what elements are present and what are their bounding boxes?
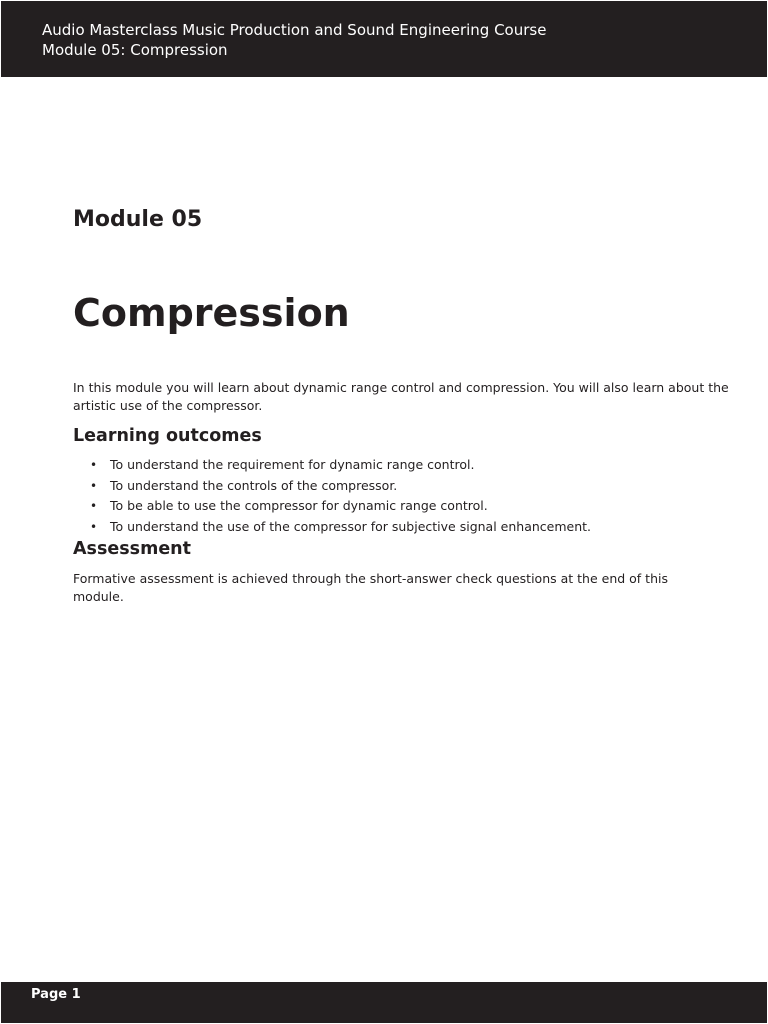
bullet-icon: •	[90, 520, 98, 535]
list-item	[90, 496, 750, 517]
assessment-paragraph: Formative assessment is achieved through the short-answer check questions at the end of this module.	[73, 571, 668, 604]
bullet-icon: •	[90, 499, 98, 514]
learning-outcomes-heading: Learning outcomes	[73, 426, 262, 446]
module-subtitle: Module 05: Compression	[42, 41, 228, 59]
list-item-text: To understand the requirement for dynamic range control.	[110, 457, 475, 472]
list-item-text: To understand the use of the compressor for subjective signal enhancement.	[110, 519, 592, 535]
list-item-text: To be able to use the compressor for dynamic range control.	[110, 498, 488, 514]
bullet-icon: •	[90, 458, 98, 472]
header-bar	[1, 1, 767, 77]
list-item-text: To understand the controls of the compressor.	[110, 477, 398, 493]
list-item	[90, 517, 750, 538]
page-number: Page 1	[31, 987, 81, 1002]
intro-paragraph: In this module you will learn about dynamic range control and compression. You will also learn about the artistic use of the compressor.	[73, 380, 729, 413]
footer-bar	[1, 982, 767, 1023]
list-item	[90, 476, 750, 497]
module-label: Module 05	[73, 207, 203, 232]
page-title: Compression	[73, 291, 350, 335]
assessment-heading: Assessment	[73, 539, 192, 559]
learning-outcomes-list	[73, 455, 750, 538]
list-item	[90, 455, 750, 476]
bullet-icon: •	[90, 478, 98, 493]
course-title: Audio Masterclass Music Production and Sound Engineering Course	[42, 21, 547, 39]
